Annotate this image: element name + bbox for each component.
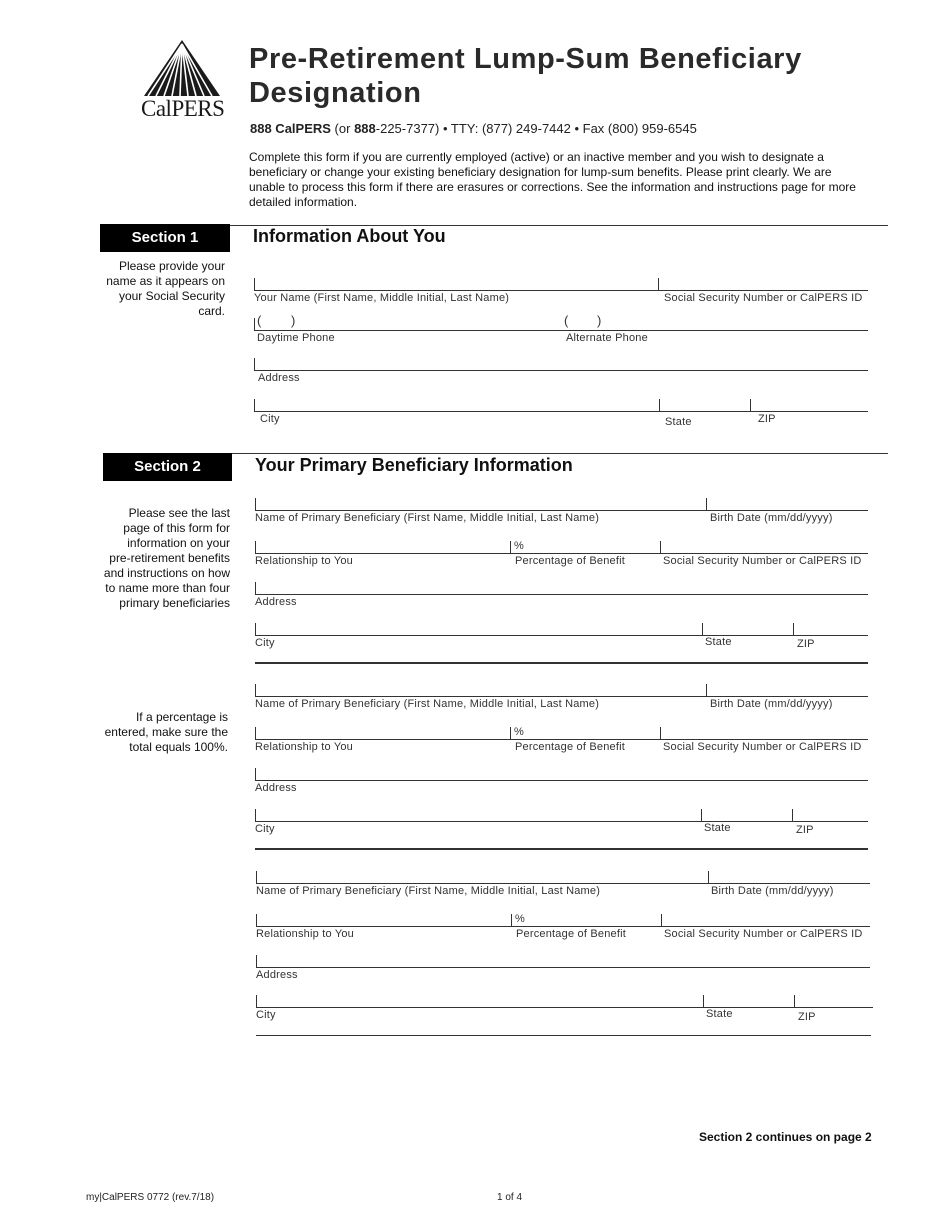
page-number: 1 of 4 (497, 1192, 523, 1203)
beneficiary-3-percentage-label: Percentage of Benefit (516, 928, 626, 940)
section-2-note-percentage: If a percentage is entered, make sure the total equals 100%. (104, 710, 228, 754)
alternate-phone-label: Alternate Phone (566, 332, 648, 344)
contact-number-bold: 888 CalPERS (250, 121, 331, 136)
beneficiary-3-city-label: City (256, 1009, 276, 1021)
beneficiary-2-separator (255, 848, 868, 850)
field-start-tick (256, 871, 257, 883)
beneficiary-2-birth-label: Birth Date (mm/dd/yyyy) (710, 698, 833, 710)
beneficiary-3-name-label: Name of Primary Beneficiary (First Name, Middle Initial, Last Name) (256, 885, 601, 897)
section-2-rule (232, 453, 888, 454)
beneficiary-1-ssn-label: Social Security Number or CalPERS ID (663, 555, 862, 567)
field-start-tick (256, 914, 257, 926)
field-start-tick (256, 955, 257, 967)
field-start-tick (255, 684, 256, 696)
beneficiary-1-zip-label: ZIP (797, 638, 815, 650)
field-divider-tick (703, 995, 704, 1007)
field-start-tick (254, 399, 255, 411)
beneficiary-1-name-field[interactable] (255, 510, 868, 511)
field-start-tick (255, 727, 256, 739)
section-2-continues-note: Section 2 continues on page 2 (699, 1130, 872, 1144)
beneficiary-2-address-label: Address (255, 782, 297, 794)
field-divider-tick (794, 995, 795, 1007)
daytime-phone-field[interactable] (254, 330, 868, 331)
section-2-note-instructions: Please see the last page of this form for information on your pre-retirement benefits and instructions on how to name more than four primary beneficiaries (103, 506, 230, 610)
beneficiary-2-city-label: City (255, 823, 275, 835)
beneficiary-3-address-label: Address (256, 969, 298, 981)
daytime-phone-paren-close: ) (291, 313, 296, 328)
field-start-tick (254, 318, 255, 330)
beneficiary-1-birth-label: Birth Date (mm/dd/yyyy) (710, 512, 833, 524)
beneficiary-1-percentage-label: Percentage of Benefit (515, 555, 625, 567)
field-divider-tick (793, 623, 794, 635)
field-start-tick (256, 995, 257, 1007)
beneficiary-3-ssn-label: Social Security Number or CalPERS ID (664, 928, 863, 940)
beneficiary-3-city-state-zip-field[interactable] (256, 1007, 873, 1008)
beneficiary-1-relationship-field[interactable] (255, 553, 868, 554)
field-start-tick (255, 809, 256, 821)
section-2-badge: Section 2 (103, 453, 232, 481)
your-address-label: Address (258, 372, 300, 384)
your-zip-label: ZIP (758, 413, 776, 425)
contact-number-bold-2: 888 (354, 121, 376, 136)
beneficiary-1-city-state-zip-field[interactable] (255, 635, 868, 636)
alternate-phone-paren-open: ( (564, 313, 569, 328)
beneficiary-1-address-label: Address (255, 596, 297, 608)
field-start-tick (255, 498, 256, 510)
field-start-tick (255, 541, 256, 553)
your-ssn-label: Social Security Number or CalPERS ID (664, 292, 863, 304)
field-divider-tick (510, 541, 511, 553)
beneficiary-1-name-label: Name of Primary Beneficiary (First Name, Middle Initial, Last Name) (255, 512, 600, 524)
beneficiary-3-address-field[interactable] (256, 967, 870, 968)
beneficiary-3-relationship-field[interactable] (256, 926, 870, 927)
beneficiary-2-name-label: Name of Primary Beneficiary (First Name, Middle Initial, Last Name) (255, 698, 600, 710)
section-1-badge: Section 1 (100, 224, 230, 252)
your-city-state-zip-field[interactable] (254, 411, 868, 412)
your-name-field[interactable] (254, 290, 868, 291)
beneficiary-1-percent-sign: % (514, 540, 524, 552)
field-divider-tick (792, 809, 793, 821)
contact-line (250, 121, 697, 136)
beneficiary-2-relationship-field[interactable] (255, 739, 868, 740)
beneficiary-2-city-state-zip-field[interactable] (255, 821, 868, 822)
section-2-heading: Your Primary Beneficiary Information (255, 455, 573, 475)
field-start-tick (254, 358, 255, 370)
field-divider-tick (511, 914, 512, 926)
field-divider-tick (750, 399, 751, 411)
field-divider-tick (660, 541, 661, 553)
field-divider-tick (706, 684, 707, 696)
beneficiary-3-birth-label: Birth Date (mm/dd/yyyy) (711, 885, 834, 897)
logo-wordmark: CalPERS (141, 96, 225, 121)
beneficiary-2-percent-sign: % (514, 726, 524, 738)
section-1-heading: Information About You (253, 226, 446, 246)
your-city-label: City (260, 413, 280, 425)
beneficiary-3-separator (256, 1035, 871, 1036)
beneficiary-3-name-field[interactable] (256, 883, 870, 884)
beneficiary-2-zip-label: ZIP (796, 824, 814, 836)
beneficiary-2-address-field[interactable] (255, 780, 868, 781)
beneficiary-1-separator (255, 662, 868, 664)
field-start-tick (255, 582, 256, 594)
form-id-footer: my|CalPERS 0772 (rev.7/18) (86, 1192, 215, 1203)
your-address-field[interactable] (254, 370, 868, 371)
contact-text: (or (330, 121, 355, 136)
beneficiary-2-ssn-label: Social Security Number or CalPERS ID (663, 741, 862, 753)
field-divider-tick (708, 871, 709, 883)
beneficiary-3-zip-label: ZIP (798, 1011, 816, 1023)
beneficiary-1-city-label: City (255, 637, 275, 649)
field-start-tick (255, 768, 256, 780)
beneficiary-1-address-field[interactable] (255, 594, 868, 595)
beneficiary-2-name-field[interactable] (255, 696, 868, 697)
field-divider-tick (658, 278, 659, 290)
beneficiary-1-relationship-label: Relationship to You (255, 555, 353, 567)
field-divider-tick (706, 498, 707, 510)
field-divider-tick (510, 727, 511, 739)
field-divider-tick (660, 727, 661, 739)
beneficiary-2-relationship-label: Relationship to You (255, 741, 353, 753)
beneficiary-2-state-label: State (704, 822, 731, 834)
beneficiary-3-percent-sign: % (515, 913, 525, 925)
section-1-note: Please provide your name as it appears on your Social Security card. (106, 259, 225, 318)
contact-text-2: -225-7377) • TTY: (877) 249-7442 • Fax (800) 959-6545 (375, 121, 697, 136)
field-start-tick (254, 278, 255, 290)
daytime-phone-label: Daytime Phone (257, 332, 335, 344)
field-start-tick (255, 623, 256, 635)
field-divider-tick (702, 623, 703, 635)
field-divider-tick (701, 809, 702, 821)
beneficiary-2-percentage-label: Percentage of Benefit (515, 741, 625, 753)
your-name-label: Your Name (First Name, Middle Initial, Last Name) (254, 292, 510, 304)
intro-paragraph: Complete this form if you are currently employed (active) or an inactive member and you wish to designate a beneficiary or change your existing beneficiary designation for lump-sum benefits. Please print clearly. We are unable to process this form if there are erasures or corrections. See the information and instructions page for more detailed information. (249, 150, 856, 209)
beneficiary-3-relationship-label: Relationship to You (256, 928, 354, 940)
beneficiary-1-state-label: State (705, 636, 732, 648)
daytime-phone-paren-open: ( (257, 313, 262, 328)
your-state-label: State (665, 416, 692, 428)
field-divider-tick (659, 399, 660, 411)
field-divider-tick (661, 914, 662, 926)
form-title: Pre-Retirement Lump-Sum Beneficiary Designation (249, 43, 802, 109)
alternate-phone-paren-close: ) (597, 313, 602, 328)
beneficiary-3-state-label: State (706, 1008, 733, 1020)
